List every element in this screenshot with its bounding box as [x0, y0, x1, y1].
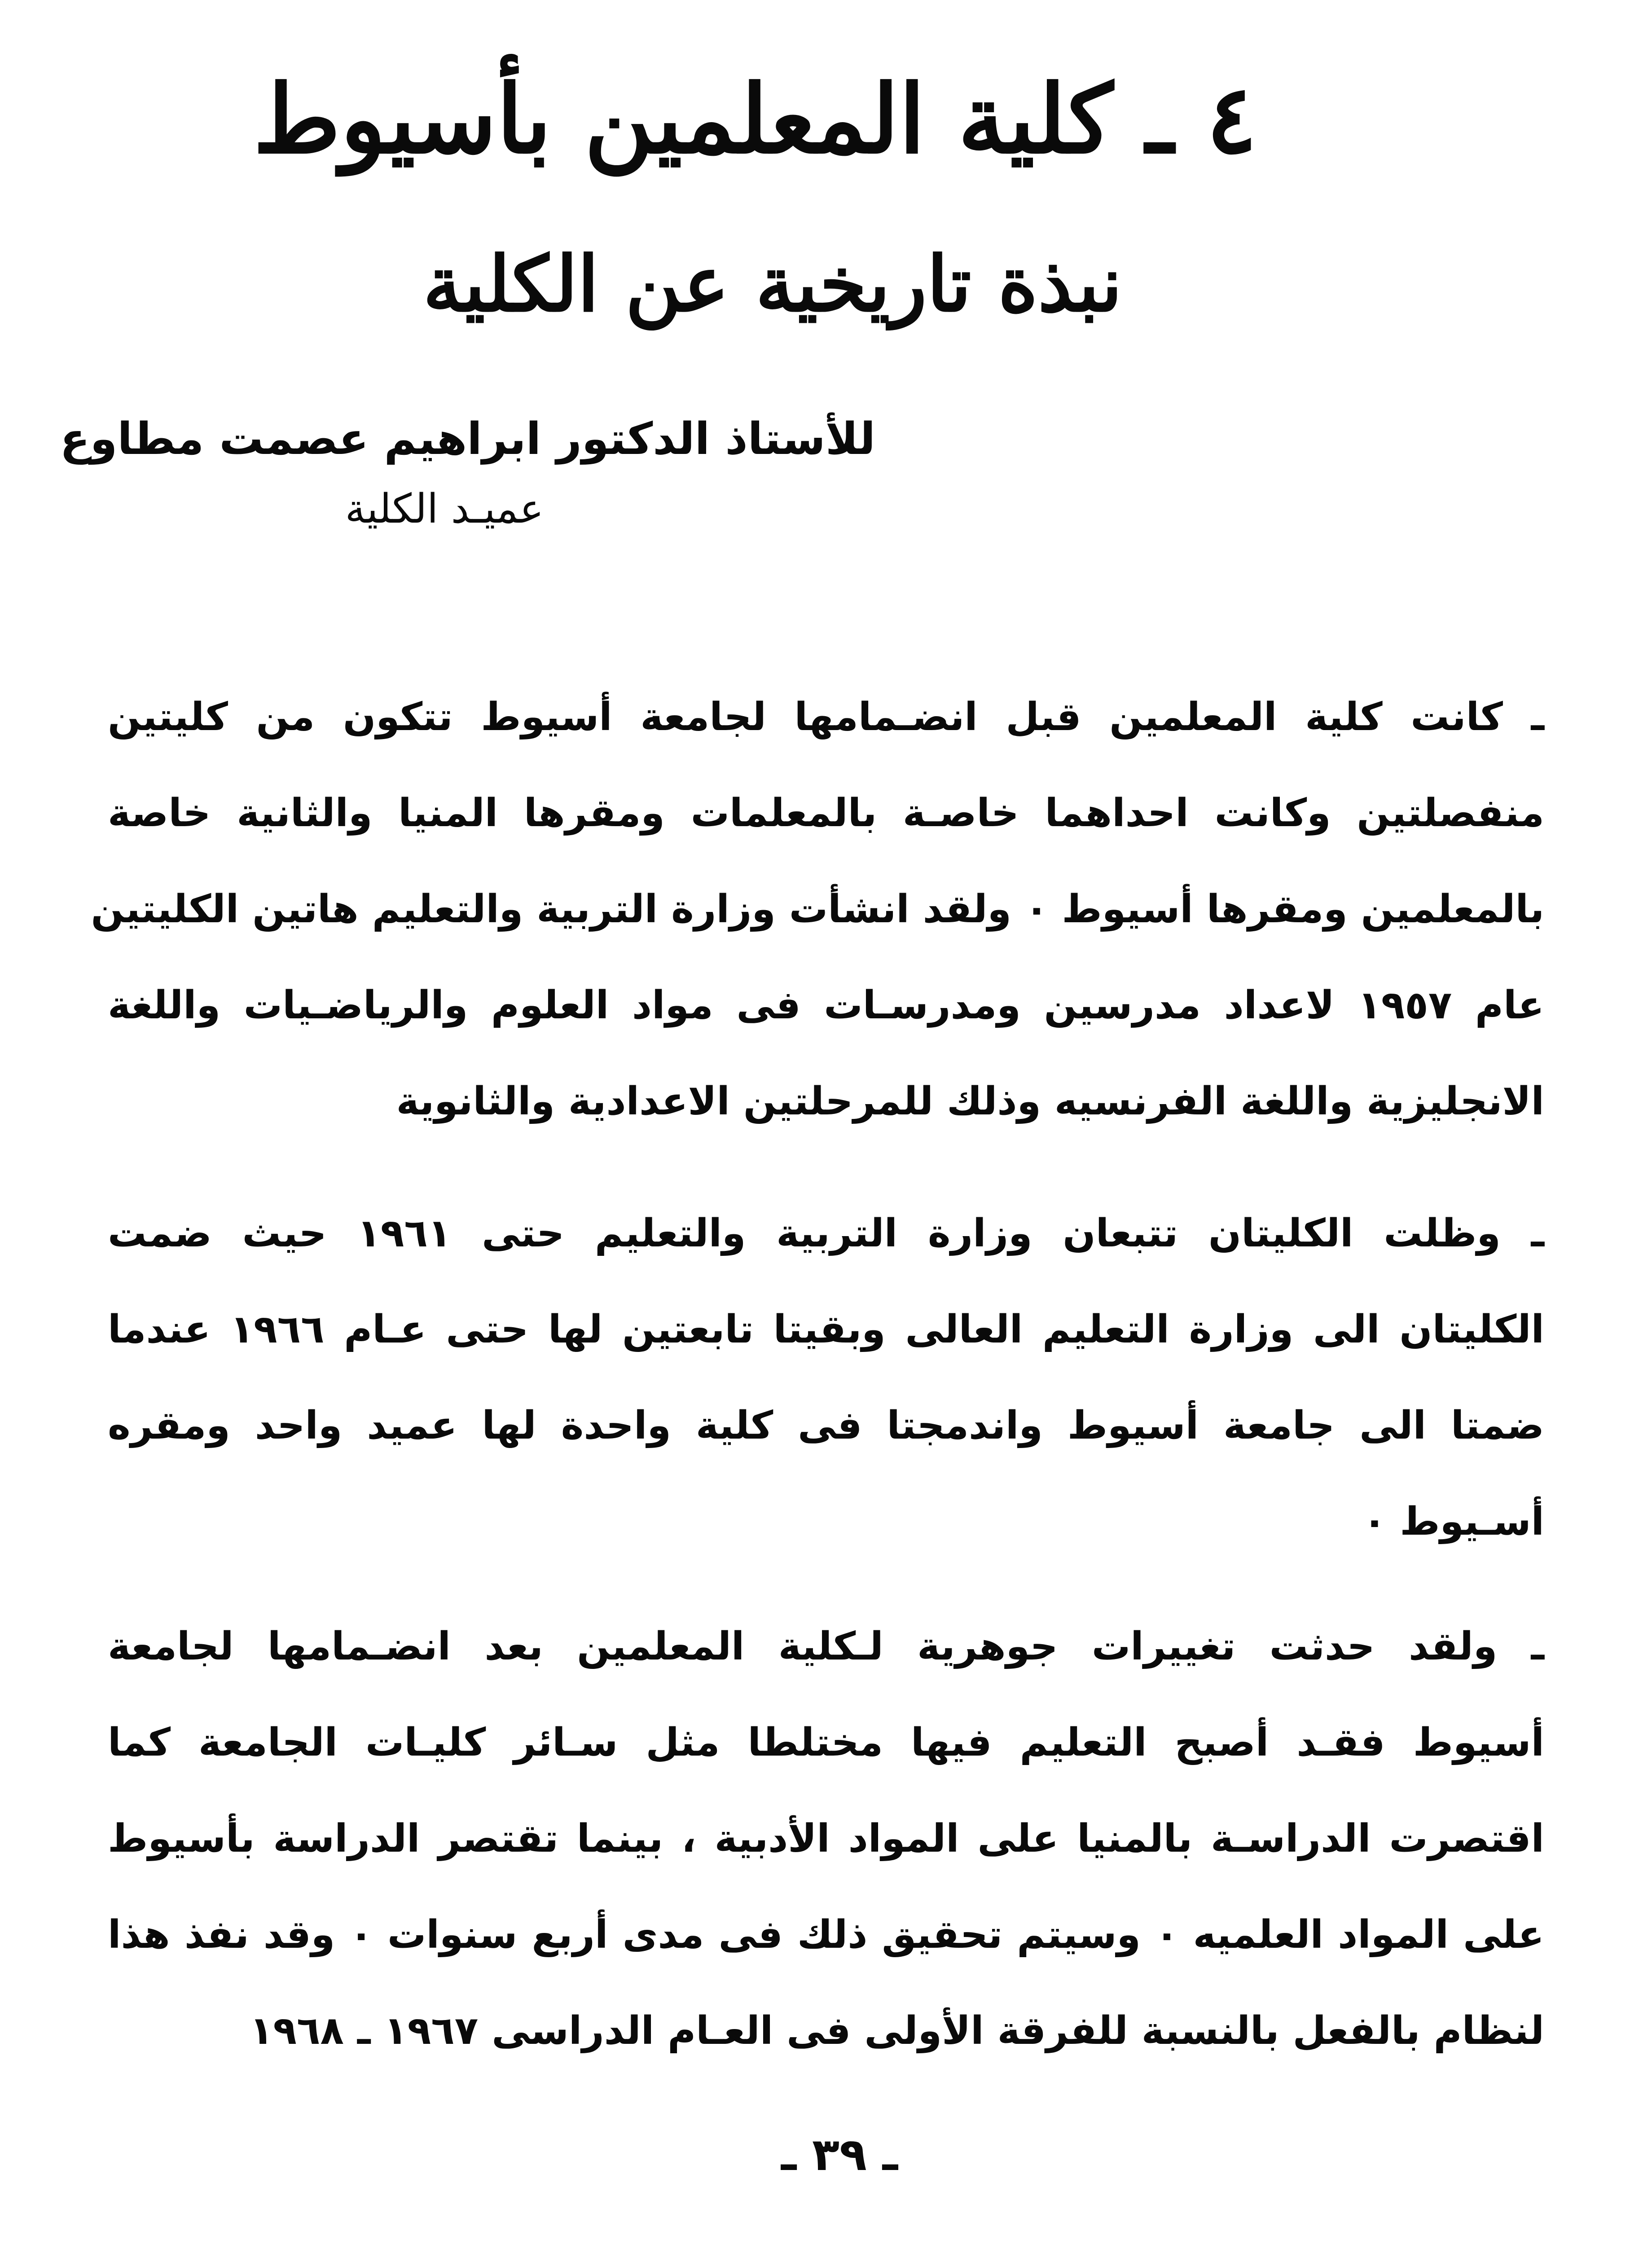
paragraph-line: أسـيوط ٠ — [1362, 1499, 1544, 1544]
paragraph-3 — [108, 1598, 1544, 2079]
paragraph-line: الكليتان الى وزارة التعليم العالى وبقيتا تابعتين لها حتى عـام ١٩٦٦ عندما — [108, 1307, 1544, 1352]
paragraph-line: لنظام بالفعل بالنسبة للفرقة الأولى فى العـام الدراسى ١٩٦٧ ـ ١٩٦٨ — [250, 2008, 1544, 2053]
paragraph-line: ضمتا الى جامعة أسيوط واندمجتا فى كلية واحدة لها عميد واحد ومقره — [108, 1403, 1544, 1448]
paragraph-line: أسيوط فقـد أصبح التعليم فيها مختلطا مثل سـائر كليـات الجامعة كما — [108, 1720, 1544, 1765]
paragraph-line: على المواد العلميه ٠ وسيتم تحقيق ذلك فى مدى أربع سنوات ٠ وقد نفذ هذا — [108, 1912, 1544, 1957]
document-subtitle: نبذة تاريخية عن الكلية — [423, 239, 1122, 329]
author-title: عميـد الكلية — [345, 485, 544, 533]
paragraph-2 — [108, 1185, 1544, 1570]
paragraph-line: الانجليزية واللغة الفرنسيه وذلك للمرحلتين الاعدادية والثانوية — [396, 1079, 1544, 1124]
page-number: ـ ٣٩ ـ — [781, 2128, 898, 2181]
author-name: للأستاذ الدكتور ابراهيم عصمت مطاوع — [60, 414, 875, 465]
paragraph-line: اقتصرت الدراسـة بالمنيا على المواد الأدبية ، بينما تقتصر الدراسة بأسيوط — [108, 1816, 1544, 1861]
paragraph-1 — [91, 669, 1544, 1149]
paragraph-line: ـ وظلت الكليتان تتبعان وزارة التربية والتعليم حتى ١٩٦١ حيث ضمت — [108, 1211, 1544, 1256]
paragraph-line: بالمعلمين ومقرها أسيوط ٠ ولقد انشأت وزارة التربية والتعليم هاتين الكليتين — [91, 887, 1544, 932]
paragraph-line: منفصلتين وكانت احداهما خاصـة بالمعلمات ومقرها المنيا والثانية خاصة — [108, 791, 1544, 836]
paragraph-line: ـ ولقد حدثت تغييرات جوهرية لـكلية المعلمين بعد انضـمامها لجامعة — [108, 1624, 1544, 1669]
paragraph-line: ـ كانت كلية المعلمين قبل انضـمامها لجامعة أسيوط تتكون من كليتين — [108, 695, 1544, 740]
paragraph-line: عام ١٩٥٧ لاعداد مدرسين ومدرسـات فى مواد العلوم والرياضـيات واللغة — [108, 983, 1544, 1028]
document-title: ٤ ـ كلية المعلمين بأسيوط — [253, 64, 1257, 175]
